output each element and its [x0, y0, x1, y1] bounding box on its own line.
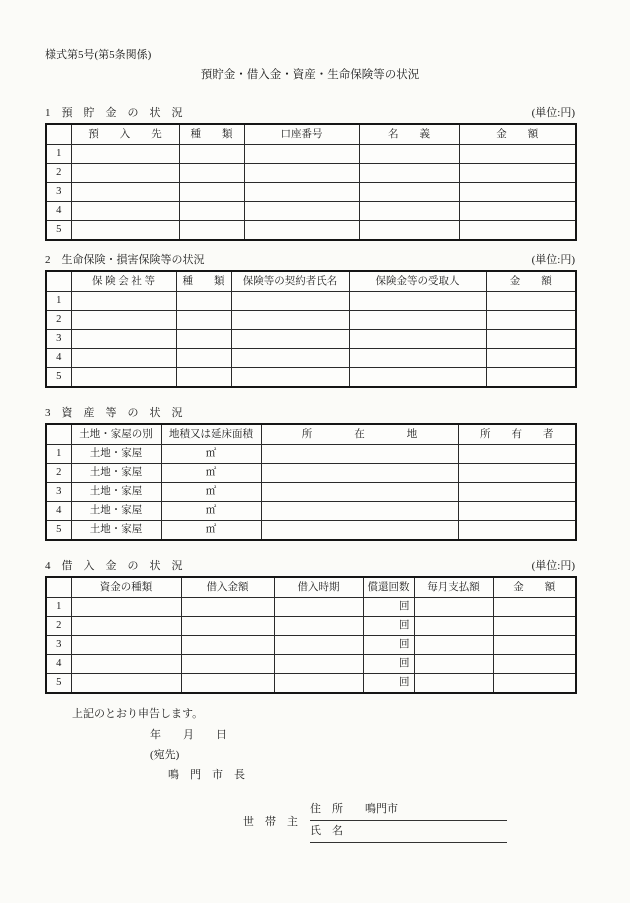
table-row [46, 464, 576, 483]
table-cell [359, 183, 459, 202]
table-cell [349, 368, 486, 388]
row-number: 1 [46, 292, 71, 311]
table-cell [359, 221, 459, 241]
table-row [46, 164, 576, 183]
table-cell [179, 221, 244, 241]
page-title: 預貯金・借入金・資産・生命保険等の状況 [200, 69, 420, 81]
column-header: 保険金等の受取人 [349, 271, 486, 292]
header-row [46, 577, 576, 598]
table-row [46, 349, 576, 368]
table-cell [459, 183, 576, 202]
table-cell [71, 674, 181, 694]
table-cell: 土地・家屋 [71, 445, 161, 464]
insurance-table [45, 270, 577, 388]
table-cell [486, 368, 576, 388]
row-number: 2 [46, 464, 71, 483]
column-header: 名 義 [359, 124, 459, 145]
table-cell [459, 221, 576, 241]
unit-label: (単位:円) [531, 107, 575, 119]
table-cell [231, 349, 349, 368]
address-field: 住 所 鳴門市 [310, 799, 507, 821]
section-heading-deposits: 1 預 貯 金 の 状 況 [45, 107, 183, 119]
table-cell: ㎡ [161, 521, 261, 541]
table-cell [261, 464, 458, 483]
table-cell [181, 674, 274, 694]
table-cell [179, 164, 244, 183]
table-cell [176, 368, 231, 388]
table-cell [244, 202, 359, 221]
table-cell [71, 330, 176, 349]
table-cell: 回 [363, 655, 414, 674]
table-row [46, 183, 576, 202]
column-header: 借入時期 [274, 577, 363, 598]
table-cell [261, 521, 458, 541]
table-cell [176, 349, 231, 368]
table-cell [71, 145, 179, 164]
column-header [46, 577, 71, 598]
column-header: 預 入 先 [71, 124, 179, 145]
table-cell [71, 598, 181, 617]
row-number: 1 [46, 598, 71, 617]
header-row [46, 124, 576, 145]
table-cell [179, 183, 244, 202]
table-cell [71, 311, 176, 330]
table-cell: ㎡ [161, 445, 261, 464]
table-cell [244, 183, 359, 202]
table-cell [459, 202, 576, 221]
row-number: 4 [46, 655, 71, 674]
table-cell [231, 311, 349, 330]
declaration-text: 上記のとおり申告します。 [72, 708, 204, 720]
table-cell [493, 617, 576, 636]
table-cell [493, 655, 576, 674]
row-number: 2 [46, 164, 71, 183]
table-cell [244, 221, 359, 241]
table-cell [71, 636, 181, 655]
section-deposits [45, 104, 575, 241]
loans-table [45, 576, 577, 694]
table-cell [349, 311, 486, 330]
table-cell [486, 330, 576, 349]
table-cell: ㎡ [161, 483, 261, 502]
table-cell [349, 292, 486, 311]
table-cell [414, 674, 493, 694]
row-number: 1 [46, 145, 71, 164]
section-loans [45, 557, 575, 694]
table-cell [244, 164, 359, 183]
column-header: 保険等の契約者氏名 [231, 271, 349, 292]
table-row [46, 221, 576, 241]
name-field: 氏 名 [310, 821, 507, 843]
table-cell [261, 445, 458, 464]
table-cell [458, 502, 576, 521]
table-cell: 回 [363, 636, 414, 655]
section-assets [45, 404, 575, 541]
section-heading-assets: 3 資 産 等 の 状 況 [45, 407, 183, 419]
assets-table [45, 423, 577, 541]
row-number: 5 [46, 521, 71, 541]
row-number: 3 [46, 483, 71, 502]
section-insurance [45, 251, 575, 388]
table-cell [349, 349, 486, 368]
table-cell [71, 183, 179, 202]
table-cell [176, 330, 231, 349]
table-cell: 土地・家屋 [71, 464, 161, 483]
table-cell [458, 483, 576, 502]
householder-label: 世 帯 主 [243, 816, 298, 828]
table-cell [486, 349, 576, 368]
column-header: 保 険 会 社 等 [71, 271, 176, 292]
table-row [46, 502, 576, 521]
table-row [46, 368, 576, 388]
row-number: 4 [46, 502, 71, 521]
row-number: 1 [46, 445, 71, 464]
column-header: 所 有 者 [458, 424, 576, 445]
table-cell [414, 598, 493, 617]
table-row [46, 598, 576, 617]
row-number: 5 [46, 674, 71, 694]
table-row [46, 521, 576, 541]
table-cell: 土地・家屋 [71, 521, 161, 541]
table-cell [71, 617, 181, 636]
header-row [46, 424, 576, 445]
row-number: 4 [46, 202, 71, 221]
table-cell: 回 [363, 674, 414, 694]
table-cell [181, 598, 274, 617]
table-cell [458, 445, 576, 464]
table-cell: 土地・家屋 [71, 483, 161, 502]
row-number: 2 [46, 617, 71, 636]
table-cell [274, 598, 363, 617]
column-header: 種 類 [176, 271, 231, 292]
row-number: 3 [46, 330, 71, 349]
table-row [46, 617, 576, 636]
table-row [46, 655, 576, 674]
table-cell [414, 617, 493, 636]
householder-block [243, 799, 507, 843]
table-cell: ㎡ [161, 464, 261, 483]
table-cell [359, 164, 459, 183]
column-header: 毎月支払額 [414, 577, 493, 598]
column-header: 償還回数 [363, 577, 414, 598]
addressee-label: (宛先) [150, 749, 180, 761]
column-header: 借入金額 [181, 577, 274, 598]
row-number: 3 [46, 636, 71, 655]
column-header: 土地・家屋の別 [71, 424, 161, 445]
header-row [46, 271, 576, 292]
table-cell [179, 202, 244, 221]
table-cell [244, 145, 359, 164]
column-header [46, 424, 71, 445]
table-cell [231, 292, 349, 311]
table-cell [274, 674, 363, 694]
table-cell [71, 164, 179, 183]
table-row [46, 202, 576, 221]
table-cell [274, 636, 363, 655]
table-cell [493, 598, 576, 617]
table-cell [414, 655, 493, 674]
table-cell: 回 [363, 617, 414, 636]
table-cell [231, 368, 349, 388]
table-cell: 回 [363, 598, 414, 617]
row-number: 3 [46, 183, 71, 202]
table-cell [359, 145, 459, 164]
table-cell [458, 521, 576, 541]
table-row [46, 674, 576, 694]
table-cell [414, 636, 493, 655]
table-cell [71, 221, 179, 241]
table-row [46, 636, 576, 655]
column-header: 種 類 [179, 124, 244, 145]
row-number: 4 [46, 349, 71, 368]
table-cell [261, 502, 458, 521]
column-header: 金 額 [493, 577, 576, 598]
table-row [46, 311, 576, 330]
column-header [46, 124, 71, 145]
table-row [46, 145, 576, 164]
table-cell [261, 483, 458, 502]
table-cell [176, 311, 231, 330]
table-cell [359, 202, 459, 221]
table-cell [486, 311, 576, 330]
table-cell [176, 292, 231, 311]
table-cell [349, 330, 486, 349]
table-row [46, 292, 576, 311]
table-cell [459, 145, 576, 164]
unit-label: (単位:円) [531, 560, 575, 572]
table-row [46, 445, 576, 464]
table-row [46, 330, 576, 349]
deposits-table [45, 123, 577, 241]
addressee-mayor: 鳴 門 市 長 [168, 769, 245, 781]
row-number: 5 [46, 368, 71, 388]
table-cell [493, 674, 576, 694]
table-cell [181, 617, 274, 636]
table-cell [274, 655, 363, 674]
section-heading-loans: 4 借 入 金 の 状 況 [45, 560, 183, 572]
column-header: 地積又は延床面積 [161, 424, 261, 445]
table-row [46, 483, 576, 502]
table-cell [181, 636, 274, 655]
row-number: 2 [46, 311, 71, 330]
table-cell [71, 655, 181, 674]
form-number: 様式第5号(第5条関係) [45, 49, 152, 61]
table-cell [71, 202, 179, 221]
column-header [46, 271, 71, 292]
table-cell [493, 636, 576, 655]
column-header: 所 在 地 [261, 424, 458, 445]
column-header: 金 額 [486, 271, 576, 292]
row-number: 5 [46, 221, 71, 241]
table-cell: ㎡ [161, 502, 261, 521]
table-cell [71, 292, 176, 311]
date-line: 年 月 日 [150, 729, 227, 741]
table-cell [181, 655, 274, 674]
table-cell [459, 164, 576, 183]
unit-label: (単位:円) [531, 254, 575, 266]
column-header: 金 額 [459, 124, 576, 145]
table-cell [231, 330, 349, 349]
table-cell [71, 368, 176, 388]
table-cell [274, 617, 363, 636]
table-cell [486, 292, 576, 311]
column-header: 口座番号 [244, 124, 359, 145]
section-heading-insurance: 2 生命保険・損害保険等の状況 [45, 254, 205, 266]
column-header: 資金の種類 [71, 577, 181, 598]
table-cell [179, 145, 244, 164]
table-cell: 土地・家屋 [71, 502, 161, 521]
table-cell [458, 464, 576, 483]
table-cell [71, 349, 176, 368]
